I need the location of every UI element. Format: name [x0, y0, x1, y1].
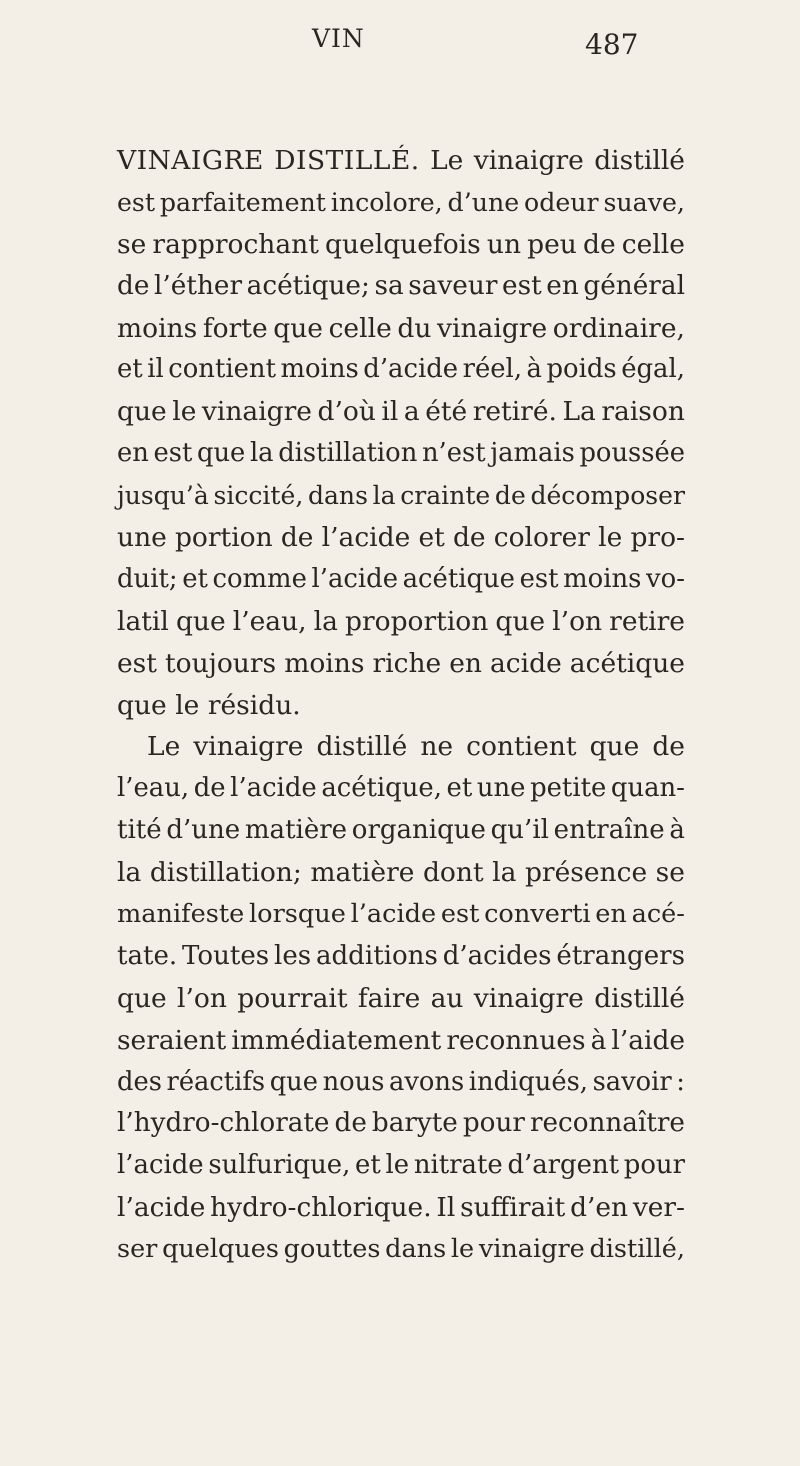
text-line: est toujours moins riche en acide acétique — [117, 647, 685, 679]
body-text — [117, 140, 685, 1271]
page-number: 487 — [585, 28, 639, 61]
text-line: VINAIGRE DISTILLÉ. Le vinaigre distillé — [117, 145, 685, 176]
text-line: en est que la distillation n’est jamais poussée — [117, 438, 685, 469]
text-line: tité d’une matière organique qu’il entraîne à — [117, 815, 685, 846]
text-line: et il contient moins d’acide réel, à poids égal, — [117, 354, 685, 385]
text-line: des réactifs que nous avons indiqués, savoir : — [117, 1066, 685, 1097]
text-line: manifeste lorsque l’acide est converti en acé- — [117, 899, 685, 930]
text-line: se rapprochant quelquefois un peu de celle — [117, 228, 685, 260]
text-line: Le vinaigre distillé ne contient que de — [147, 731, 685, 763]
text-line: une portion de l’acide et de colorer le pro- — [117, 522, 685, 554]
text-line: duit; et comme l’acide acétique est moins vo- — [117, 563, 685, 594]
text-line: ser quelques gouttes dans le vinaigre distillé, — [117, 1234, 685, 1265]
text-line: jusqu’à siccité, dans la crainte de décomposer — [117, 481, 685, 511]
text-line: la distillation; matière dont la présence se — [117, 857, 685, 889]
text-line: de l’éther acétique; sa saveur est en général — [117, 270, 685, 301]
running-head: VIN — [312, 24, 365, 53]
text-line: latil que l’eau, la proportion que l’on retire — [117, 605, 685, 637]
text-line: moins forte que celle du vinaigre ordinaire, — [117, 312, 685, 344]
text-line: que le résidu. — [117, 689, 301, 721]
text-line: que le vinaigre d’où il a été retiré. La raison — [117, 396, 685, 428]
text-line: tate. Toutes les additions d’acides étrangers — [117, 940, 685, 971]
text-line: seraient immédiatement reconnues à l’aide — [117, 1024, 685, 1056]
text-line: est parfaitement incolore, d’une odeur suave, — [117, 187, 685, 217]
text-line: l’acide sulfurique, et le nitrate d’argent pour — [117, 1150, 685, 1181]
text-line: l’acide hydro-chlorique. Il suffirait d’en ver- — [117, 1192, 685, 1224]
text-line: l’hydro-chlorate de baryte pour reconnaître — [117, 1108, 685, 1139]
text-line: que l’on pourrait faire au vinaigre distillé — [117, 982, 685, 1014]
text-line: l’eau, de l’acide acétique, et une petite quan- — [117, 773, 685, 804]
page-header — [0, 22, 800, 72]
